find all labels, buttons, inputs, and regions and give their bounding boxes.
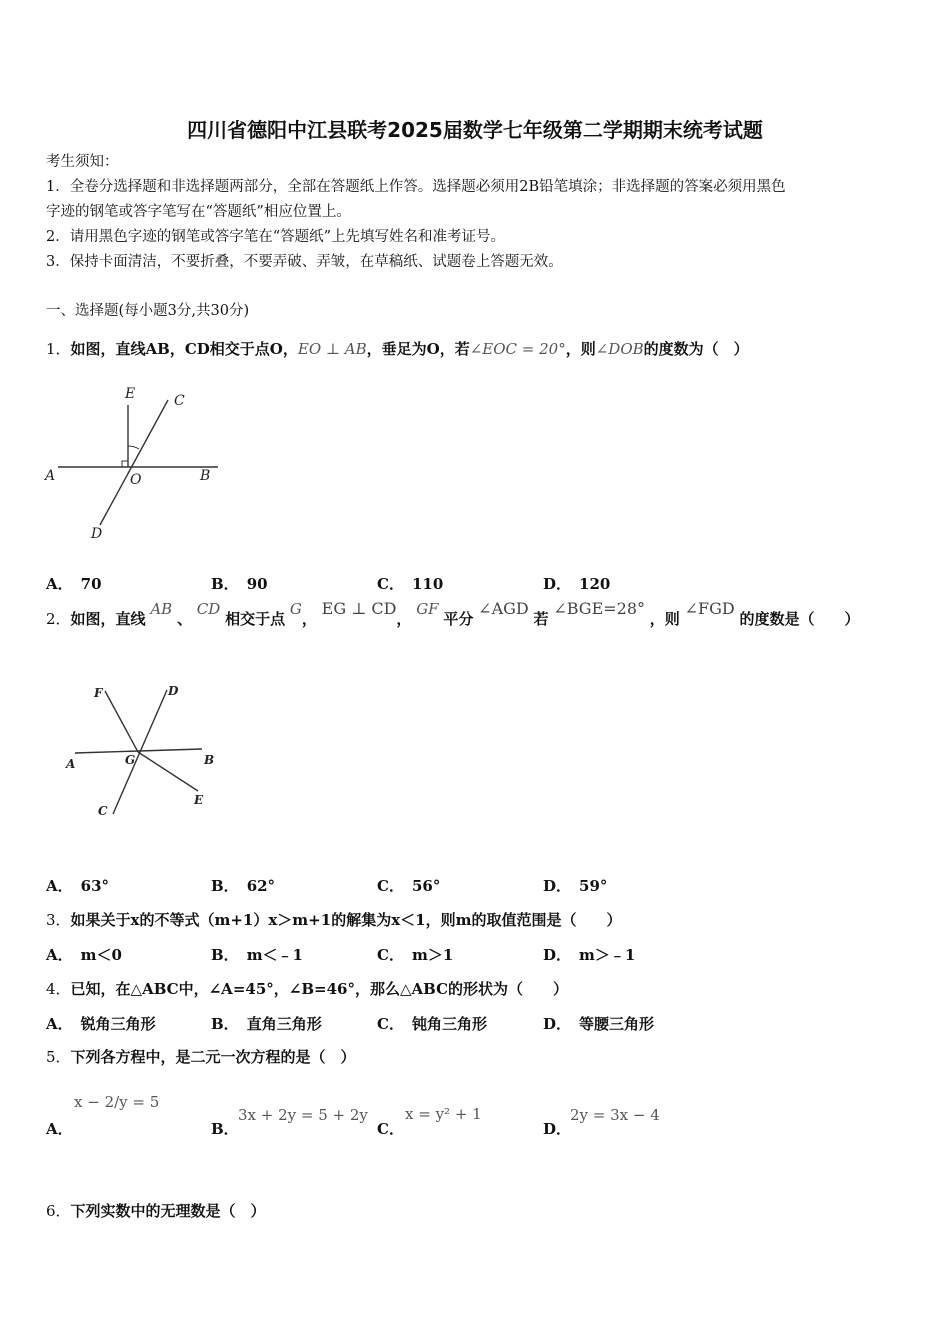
math-expression: ∠BGE=28° (553, 599, 646, 618)
option-text: m＞﹣1 (579, 946, 636, 964)
option-label: A． (46, 1120, 73, 1138)
question-3 (46, 909, 621, 930)
label-g: G (125, 753, 136, 767)
notice-line-2: 2．请用黑色字迹的钢笔或答字笔在“答题纸”上先填写姓名和准考证号。 (46, 229, 506, 245)
label-d: D (168, 684, 179, 698)
option-label: D． (543, 1120, 572, 1138)
math-expression: AB (150, 600, 173, 618)
option-label: A． (46, 946, 73, 964)
option-b (211, 573, 268, 594)
option-label: C． (377, 575, 404, 593)
math-expression: ∠DOB (595, 340, 644, 358)
label-b: B (204, 753, 215, 767)
option-a (46, 1013, 156, 1034)
math-expression: CD (196, 600, 221, 618)
math-expression: EO ⊥ AB (297, 340, 367, 358)
notice-line-3: 3．保持卡面清洁，不要折叠，不要弄破、弄皱，在草稿纸、试题卷上答题无效。 (46, 254, 563, 270)
option-label: B． (211, 946, 239, 964)
math-expression: G (289, 600, 302, 618)
figure-q1 (40, 380, 230, 550)
option-d (543, 573, 610, 594)
option-label: C． (377, 877, 404, 895)
option-label: D． (543, 946, 572, 964)
option-a (46, 944, 122, 965)
question-number: 2． (46, 610, 71, 628)
notice-header: 考生须知： (46, 154, 119, 170)
question-text: 下列实数中的无理数是（ ） (70, 1202, 266, 1220)
option-text: 锐角三角形 (80, 1015, 156, 1033)
option-text: m＞1 (411, 946, 454, 964)
option-text: 120 (579, 575, 611, 593)
option-label: B． (211, 1015, 239, 1033)
option-d (543, 875, 607, 896)
option-label: D． (543, 1015, 572, 1033)
notice-line-1a: 1．全卷分选择题和非选择题两部分，全部在答题纸上作答。选择题必须用2B铅笔填涂；非选择题的答案必须用黑色 (46, 179, 786, 195)
option-label: A． (46, 1015, 73, 1033)
math-expression: ∠FGD (684, 599, 735, 618)
question-number: 3． (46, 911, 71, 929)
option-label: D． (543, 575, 572, 593)
option-text: 62° (246, 877, 276, 895)
option-label: C． (377, 946, 404, 964)
option-label: B． (211, 1120, 239, 1138)
question-number: 6． (46, 1202, 71, 1220)
right-angle-mark (122, 461, 128, 467)
question-text: 平分 (443, 610, 474, 628)
option-c (377, 573, 443, 594)
math-expression: GF (416, 600, 439, 618)
question-number: 4． (46, 980, 71, 998)
question-text: 相交于点 (225, 610, 286, 628)
question-text: ， (301, 610, 317, 628)
question-text: ，垂足为O，若 (366, 340, 470, 358)
question-text: 、 (176, 610, 192, 628)
option-c-expression: x = y² + 1 (405, 1105, 482, 1123)
option-text: m＜﹣1 (246, 946, 303, 964)
option-b (211, 1013, 322, 1034)
option-label: B． (211, 575, 239, 593)
label-a: A (66, 757, 76, 771)
option-label: A． (46, 575, 73, 593)
option-text: 70 (80, 575, 102, 593)
question-text: 若 (533, 610, 549, 628)
option-text: m＜0 (80, 946, 122, 964)
option-d-expression: 2y = 3x − 4 (570, 1106, 660, 1124)
question-text: 的度数为（ ） (643, 340, 749, 358)
ray-ge (138, 752, 198, 791)
math-expression: ∠AGD (478, 599, 529, 618)
label-e: E (194, 793, 204, 807)
notice-line-1b: 字迹的钢笔或答字笔写在“答题纸”相应位置上。 (46, 204, 351, 220)
option-label: A． (46, 877, 73, 895)
question-4 (46, 978, 568, 999)
option-b-expression: 3x + 2y = 5 + 2y (238, 1106, 368, 1124)
option-c (377, 944, 453, 965)
question-text: 如图，直线AB，CD相交于点O， (70, 340, 298, 358)
option-c (377, 875, 440, 896)
question-1 (46, 338, 749, 359)
question-text: 的度数是（ ） (739, 610, 860, 628)
math-expression: EG ⊥ CD (321, 599, 397, 618)
option-label: D． (543, 877, 572, 895)
line-cd (100, 400, 168, 525)
option-label: B． (211, 877, 239, 895)
option-b (211, 944, 303, 965)
page-title: 四川省德阳中江县联考2025届数学七年级第二学期期末统考试题 (187, 118, 763, 142)
question-text: 下列各方程中，是二元一次方程的是（ ） (70, 1048, 356, 1066)
option-a (46, 1118, 81, 1139)
question-text: 已知，在△ABC中，∠A=45°，∠B=46°，那么△ABC的形状为（ ） (70, 980, 569, 998)
option-c (377, 1013, 487, 1034)
option-label: C． (377, 1120, 404, 1138)
option-d (543, 1013, 654, 1034)
option-text: 56° (411, 877, 441, 895)
question-2 (46, 599, 860, 632)
option-d (543, 944, 635, 965)
option-a (46, 573, 102, 594)
option-text: 等腰三角形 (579, 1015, 655, 1033)
question-text: ，则 (649, 610, 680, 628)
math-expression: ∠EOC = 20° (469, 340, 566, 358)
label-a: A (45, 468, 56, 484)
figure-q2 (60, 678, 230, 828)
option-label: C． (377, 1015, 404, 1033)
question-text: 如果关于x的不等式（m+1）x＞m+1的解集为x＜1，则m的取值范围是（ ） (70, 911, 622, 929)
label-c: C (98, 804, 108, 818)
label-o: O (130, 472, 142, 488)
label-e: E (125, 386, 136, 402)
option-text: 63° (80, 877, 110, 895)
option-b (211, 875, 275, 896)
label-c: C (174, 393, 185, 409)
label-d: D (91, 526, 103, 542)
section-heading: 一、选择题(每小题3分,共30分) (46, 303, 250, 319)
question-text: ，则 (565, 340, 596, 358)
option-text: 110 (411, 575, 444, 593)
label-f: F (94, 686, 103, 700)
option-text: 59° (579, 877, 608, 895)
option-text: 直角三角形 (246, 1015, 322, 1033)
label-b: B (200, 468, 211, 484)
option-a-expression: x − 2/y = 5 (74, 1093, 160, 1111)
question-6 (46, 1200, 266, 1221)
question-number: 5． (46, 1048, 71, 1066)
option-a (46, 875, 109, 896)
option-text: 钝角三角形 (411, 1015, 487, 1033)
ray-gf (105, 691, 138, 752)
option-text: 90 (246, 575, 268, 593)
question-text: ， (396, 610, 412, 628)
question-5 (46, 1046, 356, 1067)
angle-arc (128, 446, 139, 449)
question-text: 如图，直线 (70, 610, 146, 628)
question-number: 1． (46, 340, 71, 358)
